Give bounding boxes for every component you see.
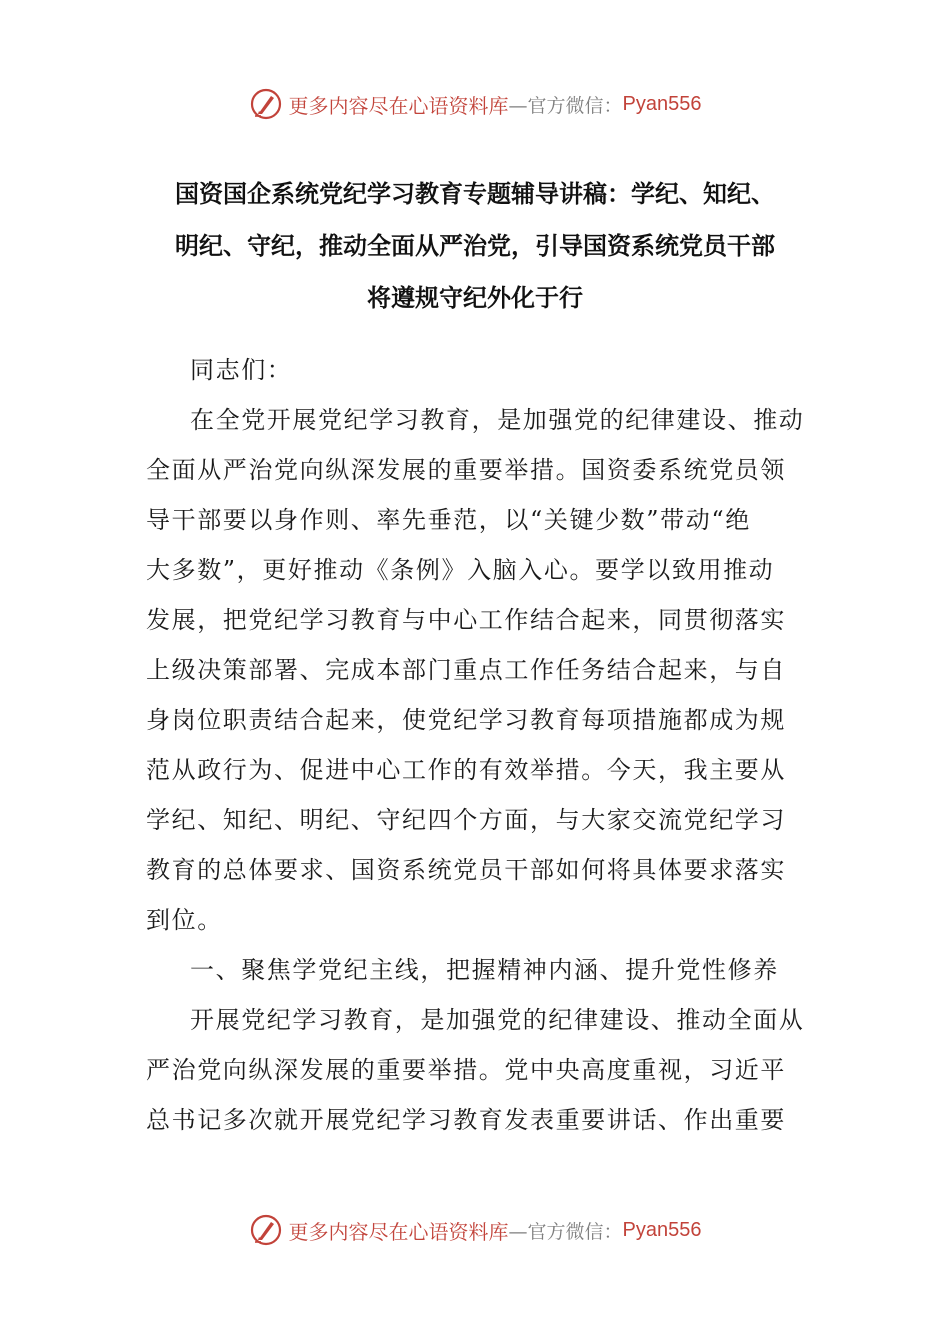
salutation-line: 同志们： (190, 356, 293, 384)
body-line: 导干部要以身作则、率先垂范，以“关键少数”带动“绝 (146, 506, 751, 534)
body-line: 在全党开展党纪学习教育，是加强党的纪律建设、推动 (190, 406, 805, 434)
header-banner-text: 更多内容尽在心语资料库 (288, 93, 509, 118)
title-line: 将遵规守纪外化于行 (367, 284, 583, 312)
body-line: 到位。 (146, 906, 223, 934)
body-line: 大多数”，更好推动《条例》入脑入心。要学以致用推动 (146, 556, 775, 584)
header-wechat-id: Pyan556 (622, 92, 702, 115)
footer-banner-separator: —官方微信： (508, 1220, 623, 1243)
header-banner-separator: —官方微信： (508, 94, 623, 117)
footer-watermark-banner (0, 1210, 950, 1250)
title-line: 明纪、守纪，推动全面从严治党，引导国资系统党员干部 (175, 232, 775, 260)
document-body (146, 345, 806, 1145)
quill-logo-icon (249, 1213, 283, 1247)
body-line: 全面从严治党向纵深发展的重要举措。国资委系统党员领 (146, 456, 786, 484)
body-line: 教育的总体要求、国资系统党员干部如何将具体要求落实 (146, 856, 786, 884)
body-line: 发展，把党纪学习教育与中心工作结合起来，同贯彻落实 (146, 606, 786, 634)
quill-logo-icon (249, 87, 283, 121)
header-watermark-banner (0, 84, 950, 124)
body-line: 总书记多次就开展党纪学习教育发表重要讲话、作出重要 (146, 1106, 786, 1134)
title-line: 国资国企系统党纪学习教育专题辅导讲稿：学纪、知纪、 (175, 180, 775, 208)
body-line: 范从政行为、促进中心工作的有效举措。今天，我主要从 (146, 756, 786, 784)
document-title (140, 168, 810, 324)
body-line: 身岗位职责结合起来，使党纪学习教育每项措施都成为规 (146, 706, 786, 734)
section-heading: 一、聚焦学党纪主线，把握精神内涵、提升党性修养 (190, 956, 779, 984)
body-line: 开展党纪学习教育，是加强党的纪律建设、推动全面从 (190, 1006, 805, 1034)
footer-banner-text: 更多内容尽在心语资料库 (288, 1219, 509, 1244)
footer-wechat-id: Pyan556 (622, 1218, 702, 1241)
body-line: 严治党向纵深发展的重要举措。党中央高度重视，习近平 (146, 1056, 786, 1084)
body-line: 学纪、知纪、明纪、守纪四个方面，与大家交流党纪学习 (146, 806, 786, 834)
body-line: 上级决策部署、完成本部门重点工作任务结合起来，与自 (146, 656, 786, 684)
